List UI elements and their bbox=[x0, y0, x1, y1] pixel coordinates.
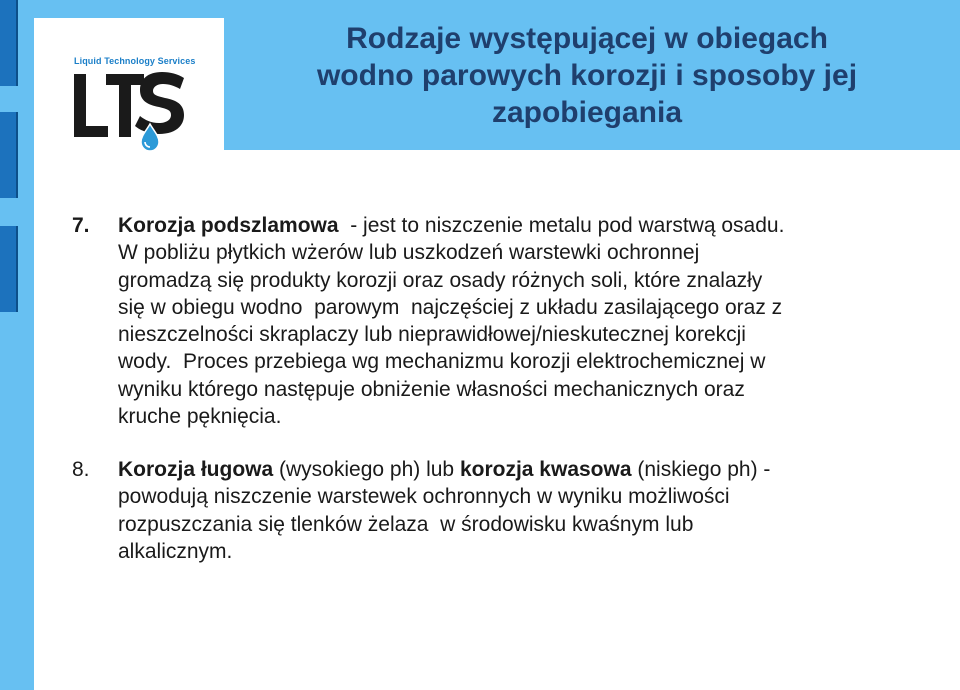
text-line: wody. Proces przebiega wg mechanizmu korozji elektrochemicznej w bbox=[118, 350, 766, 374]
side-stripe bbox=[0, 226, 18, 312]
text-line: powodują niszczenie warstewek ochronnych w wyniku możliwości bbox=[118, 485, 730, 509]
text-line: Korozja podszlamowa - jest to niszczenie metalu pod warstwą osadu. bbox=[118, 214, 785, 237]
title-line: zapobiegania bbox=[491, 96, 683, 129]
text-line: wyniku którego następuje obniżenie własności mechanicznych oraz bbox=[118, 377, 745, 401]
title-line: wodno parowych korozji i sposoby jej bbox=[316, 59, 858, 92]
slide-title bbox=[236, 20, 938, 131]
title-line: Rodzaje występującej w obiegach bbox=[346, 22, 828, 55]
list-number: 7. bbox=[72, 214, 90, 237]
text-line: W pobliżu płytkich wżerów lub uszkodzeń warstewki ochronnej bbox=[118, 241, 700, 265]
lts-logo-mark bbox=[72, 68, 188, 152]
text-line: gromadzą się produkty korozji oraz osady różnych soli, które znalazły bbox=[118, 268, 763, 292]
list-number: 8. bbox=[72, 458, 90, 481]
term-korozja-kwasowa: korozja kwasowa bbox=[459, 458, 632, 481]
text-line: Korozja ługowa (wysokiego ph) lub korozja kwasowa (niskiego ph) - bbox=[118, 458, 771, 481]
left-background bbox=[0, 0, 34, 690]
term-korozja-lugowa: Korozja ługowa bbox=[118, 458, 274, 481]
company-logo bbox=[34, 18, 224, 150]
logo-tagline: Liquid Technology Services bbox=[74, 56, 196, 66]
text-line: nieszczelności skraplaczy lub nieprawidłowej/nieskutecznej korekcji bbox=[118, 323, 746, 347]
list-item-text bbox=[118, 456, 908, 565]
list-item-text bbox=[118, 212, 908, 430]
text-line: alkalicznym. bbox=[118, 539, 233, 563]
text-line: kruche pęknięcia. bbox=[118, 405, 282, 429]
text-line: się w obiegu wodno parowym najczęściej z układu zasilającego oraz z bbox=[118, 295, 783, 319]
text-line: rozpuszczania się tlenków żelaza w środowisku kwaśnym lub bbox=[118, 512, 694, 536]
side-stripe bbox=[0, 112, 18, 198]
term-korozja-podszlamowa: Korozja podszlamowa bbox=[118, 214, 339, 237]
side-stripe bbox=[0, 0, 18, 86]
